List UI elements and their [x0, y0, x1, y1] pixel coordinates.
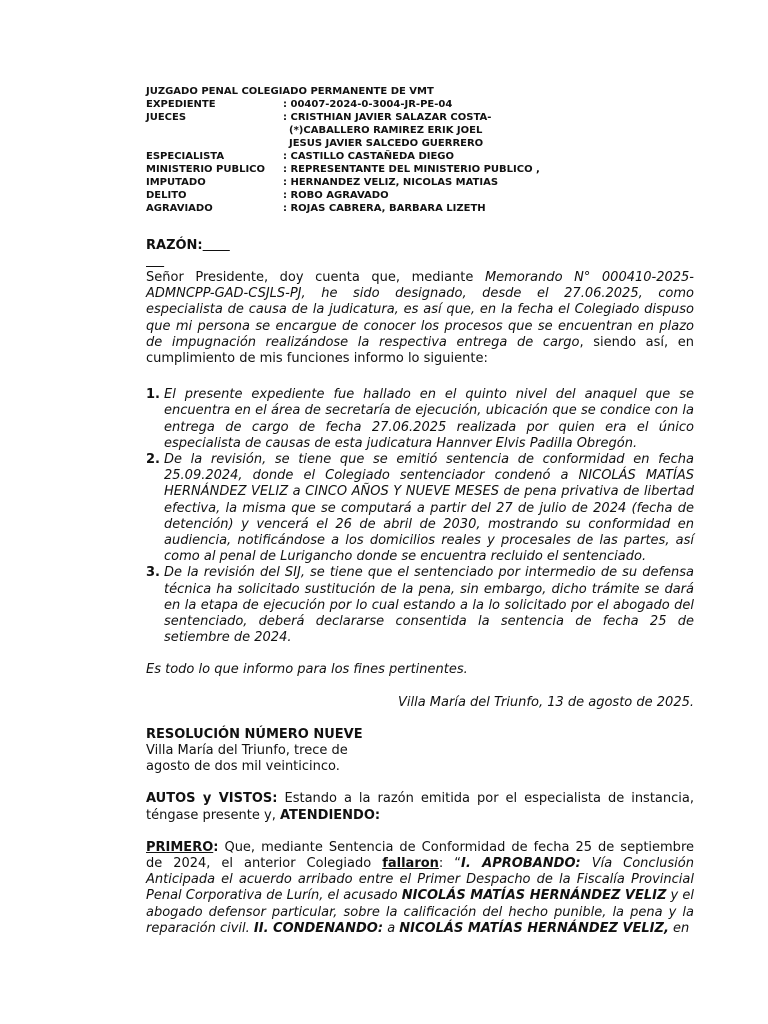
list-item [146, 452, 694, 565]
primero-text: Vía Conclusión Anticipada el acuerdo arribado entre el Primer Despacho de la Fiscalía Provincial Penal Corporativa de Lurín, el acusado [146, 856, 694, 904]
primero-colon: : [213, 839, 219, 855]
court-name: JUZGADO PENAL COLEGIADO PERMANENTE DE VMT [146, 86, 434, 97]
condenando-label: II. CONDENANDO: [253, 920, 384, 936]
header-label: AGRAVIADO [146, 202, 213, 214]
place-line: agosto de dos mil veinticinco. [146, 759, 340, 775]
autos-paragraph [146, 791, 694, 823]
item-number: 2. [146, 452, 160, 467]
atendiendo-label: ATENDIENDO: [279, 807, 381, 823]
razon-underline [146, 254, 164, 269]
header-label: ESPECIALISTA [146, 151, 225, 163]
place-line: Villa María del Triunfo, trece de [146, 743, 348, 759]
header-label: MINISTERIO PUBLICO [146, 163, 266, 175]
item-text: De la revisión, se tiene que se emitió sentencia de conformidad en fecha 25.09.2024, donde el Colegiado sentenciador condenó a NICOLÁS MATÍAS HERNÁNDEZ VELIZ a CINCO AÑOS Y NUEVE MESES de pena privativa de libertad efectiva, la misma que se computará a partir del 27 de julio de 2024 (fecha de detención) y vencerá el 26 de abril de 2030, mostrando su conformidad en audiencia, notificándose a los domicilios reales y procesales de las partes, así como al penal de Lurigancho donde se encuentra recluido el sentenciado. [164, 452, 694, 565]
primero-text: en [668, 920, 690, 936]
primero-label: PRIMERO [146, 839, 214, 855]
primero-paragraph [146, 840, 694, 937]
razon-heading [146, 238, 694, 270]
header-label: EXPEDIENTE [146, 98, 216, 110]
razon-date: Villa María del Triunfo, 13 de agosto de 2025. [397, 694, 694, 710]
list-item [146, 565, 694, 646]
header-row-jueces [146, 112, 694, 125]
razon-text: Señor Presidente, doy cuenta que, mediante [146, 269, 485, 285]
case-header [146, 86, 694, 216]
aprobando-label: I. APROBANDO: [461, 856, 581, 872]
header-value: : 00407-2024-0-3004-JR-PE-04 [283, 98, 453, 110]
header-judge-cont: JESUS JAVIER SALCEDO GUERRERO [289, 137, 484, 149]
fallaron-word: fallaron [382, 856, 439, 872]
primero-text: : “ [438, 856, 462, 872]
primero-text: Que, mediante Sentencia de Conformidad de fecha 25 de septiembre de 2024, el anterior Colegiado [146, 839, 694, 872]
header-row-imputado [146, 177, 694, 190]
header-label: IMPUTADO [146, 176, 206, 188]
resolution-place-date [146, 743, 694, 775]
razon-text: , he sido designado, desde el 27.06.2025, como especialista de causa de la judicatura, es así que, en la fecha el Colegiado dispuso que mi persona se encargue de conocer los procesos que se encuentran en plazo de impugnación realizándose la respectiva entrega de cargo [146, 286, 694, 350]
list-item [146, 387, 694, 452]
razon-heading-text: RAZÓN: [146, 237, 203, 253]
resolution-title: RESOLUCIÓN NÚMERO NUEVE [146, 726, 363, 742]
item-number: 3. [146, 565, 160, 581]
header-judge-cont: (*)CABALLERO RAMIREZ ERIK JOEL [289, 124, 483, 136]
header-label: JUECES [146, 111, 187, 123]
header-row-ministerio [146, 164, 694, 177]
accused-name: NICOLÁS MATÍAS HERNÁNDEZ VELIZ [401, 888, 667, 904]
razon-items [146, 387, 694, 646]
header-value: : REPRESENTANTE DEL MINISTERIO PUBLICO , [283, 163, 540, 175]
header-value: : CRISTHIAN JAVIER SALAZAR COSTA- [283, 111, 492, 123]
primero-text: y el abogado defensor particular, sobre la calificación del hecho punible, la pena y la reparación civil. [146, 888, 695, 936]
header-row-especialista [146, 151, 694, 164]
autos-label: AUTOS y VISTOS: [146, 791, 278, 807]
memo-reference: Memorando N° 000410-2025-ADMNCPP-GAD-CSJLS-PJ [146, 269, 694, 302]
header-label: DELITO [146, 189, 187, 201]
header-value: : HERNANDEZ VELIZ, NICOLAS MATIAS [283, 176, 499, 188]
razon-paragraph [146, 270, 694, 367]
header-value: : CASTILLO CASTAÑEDA DIEGO [283, 151, 455, 163]
header-value: : ROJAS CABRERA, BARBARA LIZETH [283, 202, 486, 214]
item-number: 1. [146, 387, 160, 403]
closing-text: Es todo lo que informo para los fines pertinentes. [146, 662, 468, 678]
primero-text: a [383, 920, 400, 936]
razon-underline [203, 238, 230, 253]
document-page [146, 86, 694, 937]
autos-text: Estando a la razón emitida por el especialista de instancia, téngase presente y, [146, 791, 694, 823]
header-row-delito [146, 190, 694, 203]
item-text: De la revisión del SIJ, se tiene que el sentenciado por intermedio de su defensa técnica ha solicitado sustitución de la pena, sin embargo, dicho trámite se dará en la etapa de ejecución por lo cual estando a la lo solicitado por el abogado del sentenciado, deberá declararse consentida la sentencia de fecha 25 de setiembre de 2024. [164, 565, 694, 646]
item-text: El presente expediente fue hallado en el quinto nivel del anaquel que se encuentra en el área de secretaría de ejecución, ubicación que se condice con la entrega de cargo de fecha 27.06.2025 realizada por quien era el único especialista de causas de esta judicatura Hannver Elvis Padilla Obregón. [164, 387, 694, 451]
header-value: : ROBO AGRAVADO [283, 189, 389, 201]
razon-text: , siendo así, en cumplimiento de mis funciones informo lo siguiente: [146, 334, 695, 366]
header-row-expediente [146, 99, 694, 112]
accused-name: NICOLÁS MATÍAS HERNÁNDEZ VELIZ, [399, 920, 669, 936]
header-row-agraviado [146, 203, 694, 216]
